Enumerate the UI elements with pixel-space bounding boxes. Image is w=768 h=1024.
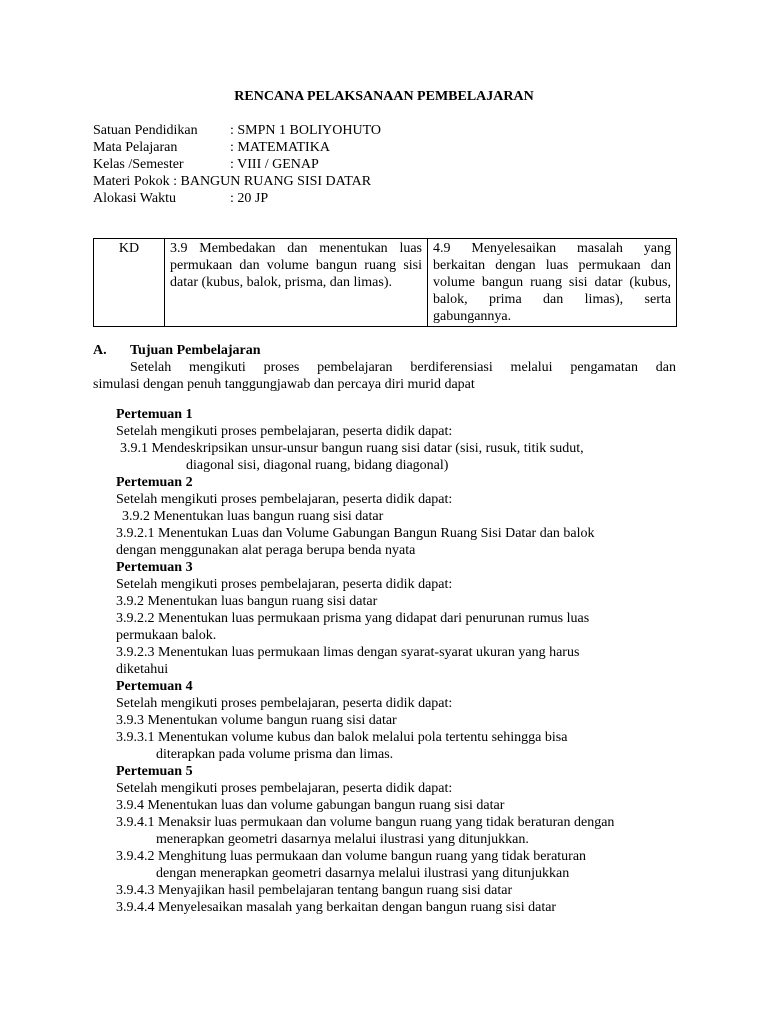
value-alokasi-waktu: : 20 JP: [230, 191, 269, 206]
meeting-3-item-1: 3.9.2 Menentukan luas bangun ruang sisi datar: [116, 594, 378, 609]
meeting-1-item: 3.9.1 Mendeskripsikan unsur-unsur bangun ruang sisi datar (sisi, rusuk, titik sudut,: [120, 441, 584, 456]
meeting-3-item-2-cont: permukaan balok.: [116, 628, 217, 643]
label-mata-pelajaran: Mata Pelajaran: [93, 140, 178, 155]
meeting-5-item-5: 3.9.4.4 Menyelesaikan masalah yang berkaitan dengan bangun ruang sisi datar: [116, 900, 557, 915]
meeting-5-item-2-cont: menerapkan geometri dasarnya melalui ilustrasi yang ditunjukkan.: [156, 832, 529, 847]
label-alokasi-waktu: Alokasi Waktu: [93, 191, 176, 206]
meeting-5-item-3: 3.9.4.2 Menghitung luas permukaan dan volume bangun ruang yang tidak beraturan: [116, 849, 587, 864]
section-a-letter: A.: [93, 343, 107, 358]
meeting-2-title: Pertemuan 2: [116, 475, 193, 490]
page-title: RENCANA PELAKSANAAN PEMBELAJARAN: [234, 89, 534, 104]
value-satuan-pendidikan: : SMPN 1 BOLIYOHUTO: [230, 123, 382, 138]
meeting-3-item-3-cont: diketahui: [116, 662, 169, 677]
meeting-4-item-2-cont: diterapkan pada volume prisma dan limas.: [156, 747, 394, 762]
kd-4-cell: 4.9 Menyelesaikan masalah yang berkaitan dengan luas permukaan dan volume bangun ruang sisi datar (kubus, balok, prima dan limas), serta gabungannya.: [428, 239, 677, 327]
meeting-3-title: Pertemuan 3: [116, 560, 193, 575]
meeting-5-item-2: 3.9.4.1 Menaksir luas permukaan dan volume bangun ruang yang tidak beraturan dengan: [116, 815, 615, 830]
meeting-3-item-2: 3.9.2.2 Menentukan luas permukaan prisma yang didapat dari penurunan rumus luas: [116, 611, 590, 626]
value-kelas-semester: : VIII / GENAP: [230, 157, 319, 172]
section-a-intro-line2: simulasi dengan penuh tanggungjawab dan percaya diri murid dapat: [93, 377, 475, 392]
meeting-5-item-1: 3.9.4 Menentukan luas dan volume gabungan bangun ruang sisi datar: [116, 798, 505, 813]
section-a-intro-line1: Setelah mengikuti proses pembelajaran berdiferensiasi melalui pengamatan dan: [130, 360, 676, 375]
meeting-5-item-4: 3.9.4.3 Menyajikan hasil pembelajaran tentang bangun ruang sisi datar: [116, 883, 513, 898]
meeting-3-item-3: 3.9.2.3 Menentukan luas permukaan limas dengan syarat-syarat ukuran yang harus: [116, 645, 580, 660]
kd-label-cell: KD: [94, 239, 165, 327]
meeting-5-intro: Setelah mengikuti proses pembelajaran, peserta didik dapat:: [116, 781, 453, 796]
meeting-2-intro: Setelah mengikuti proses pembelajaran, peserta didik dapat:: [116, 492, 453, 507]
meeting-4-item-2: 3.9.3.1 Menentukan volume kubus dan balok melalui pola tertentu sehingga bisa: [116, 730, 568, 745]
kd-3-cell: 3.9 Membedakan dan menentukan luas permukaan dan volume bangun ruang sisi datar (kubus, balok, prisma, dan limas).: [165, 239, 428, 327]
kd-table-row: [94, 239, 677, 327]
meeting-4-title: Pertemuan 4: [116, 679, 193, 694]
meeting-1-intro: Setelah mengikuti proses pembelajaran, peserta didik dapat:: [116, 424, 453, 439]
meeting-1-item-cont: diagonal sisi, diagonal ruang, bidang diagonal): [186, 458, 449, 473]
label-satuan-pendidikan: Satuan Pendidikan: [93, 123, 198, 138]
meeting-2-item-1: 3.9.2 Menentukan luas bangun ruang sisi datar: [122, 509, 384, 524]
meeting-3-intro: Setelah mengikuti proses pembelajaran, peserta didik dapat:: [116, 577, 453, 592]
meeting-1-title: Pertemuan 1: [116, 407, 193, 422]
meeting-4-item-1: 3.9.3 Menentukan volume bangun ruang sisi datar: [116, 713, 397, 728]
meeting-5-title: Pertemuan 5: [116, 764, 193, 779]
materi-pokok-line: Materi Pokok : BANGUN RUANG SISI DATAR: [93, 174, 372, 189]
meeting-2-item-2: 3.9.2.1 Menentukan Luas dan Volume Gabungan Bangun Ruang Sisi Datar dan balok: [116, 526, 595, 541]
meeting-4-intro: Setelah mengikuti proses pembelajaran, peserta didik dapat:: [116, 696, 453, 711]
kd-table: [93, 238, 677, 327]
section-a-heading: Tujuan Pembelajaran: [130, 343, 261, 358]
label-kelas-semester: Kelas /Semester: [93, 157, 184, 172]
meeting-2-item-2-cont: dengan menggunakan alat peraga berupa benda nyata: [116, 543, 416, 558]
meeting-5-item-3-cont: dengan menerapkan geometri dasarnya melalui ilustrasi yang ditunjukkan: [156, 866, 570, 881]
value-mata-pelajaran: : MATEMATIKA: [230, 140, 330, 155]
